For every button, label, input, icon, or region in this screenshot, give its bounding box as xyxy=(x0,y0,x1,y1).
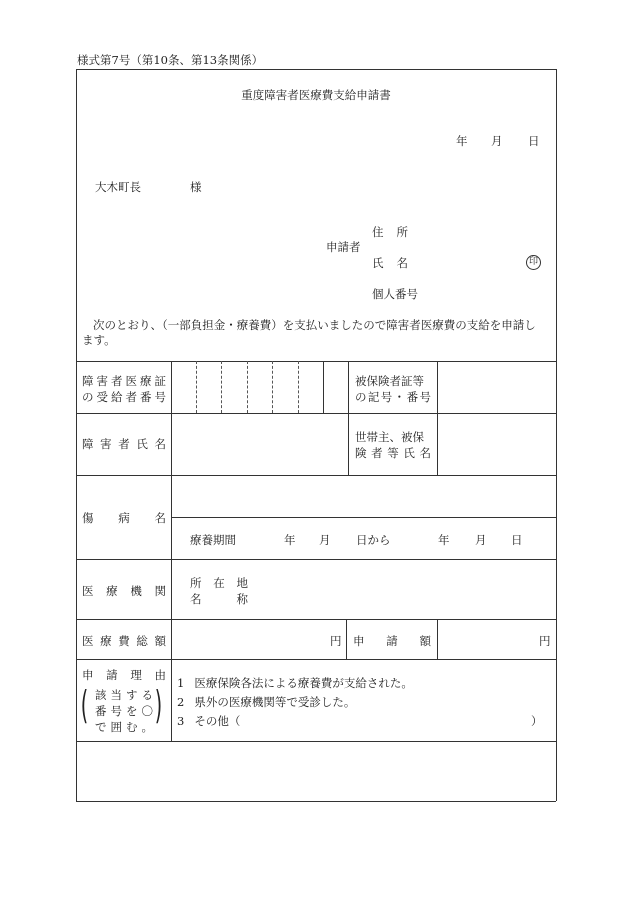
location-label: 所 在 地 xyxy=(190,576,248,590)
reason-option-3[interactable]: 3 その他（ xyxy=(177,714,241,728)
patient-name-label: 障 害 者 氏 名 xyxy=(82,437,166,451)
address-label: 住 所 xyxy=(372,225,408,239)
application-amount-yen: 円 xyxy=(539,634,551,648)
institution-name-label: 名 称 xyxy=(190,592,248,606)
open-paren-icon: ( xyxy=(80,683,89,727)
name-label: 氏 名 xyxy=(372,256,408,270)
disease-label: 傷 病 名 xyxy=(82,511,166,525)
reason-option-3-close: ） xyxy=(531,714,543,728)
seal-icon: 印 xyxy=(526,255,541,270)
request-text-line1: 次のとおり、（一部負担金・療養費）を支払いましたので障害者医療費の支給を申請し xyxy=(93,318,536,332)
reason-option-1[interactable]: 1 医療保険各法による療養費が支給された。 xyxy=(177,676,413,690)
total-cost-label: 医 療 費 総 額 xyxy=(82,634,166,648)
date-day-label: 日 xyxy=(528,134,540,148)
reason-option-2[interactable]: 2 県外の医療機関等で受診した。 xyxy=(177,695,356,709)
total-cost-yen: 円 xyxy=(330,634,342,648)
form-title: 重度障害者医療費支給申請書 xyxy=(241,88,391,102)
date-year-label: 年 xyxy=(456,134,468,148)
insurance-number-label: 被保険者証等 xyxy=(355,374,424,388)
application-amount-label: 申 請 額 xyxy=(353,634,431,648)
recipient-number-label: 障 害 者 医 療 証 xyxy=(82,374,166,388)
addressee-name: 大木町長 xyxy=(95,180,141,194)
form-number: 様式第7号（第10条、第13条関係） xyxy=(77,53,264,67)
close-paren-icon: ) xyxy=(154,683,163,727)
addressee-honorific: 様 xyxy=(190,180,202,194)
individual-number-label: 個人番号 xyxy=(372,287,418,301)
household-head-label: 世帯主、被保 xyxy=(355,430,424,444)
date-month-label: 月 xyxy=(491,134,503,148)
request-text-line2: ます。 xyxy=(82,333,116,347)
institution-label: 医 療 機 関 xyxy=(82,584,166,598)
reason-label: 申 請 理 由 xyxy=(82,668,166,682)
treatment-period-label: 療養期間 xyxy=(190,533,236,547)
applicant-label: 申請者 xyxy=(326,240,361,254)
